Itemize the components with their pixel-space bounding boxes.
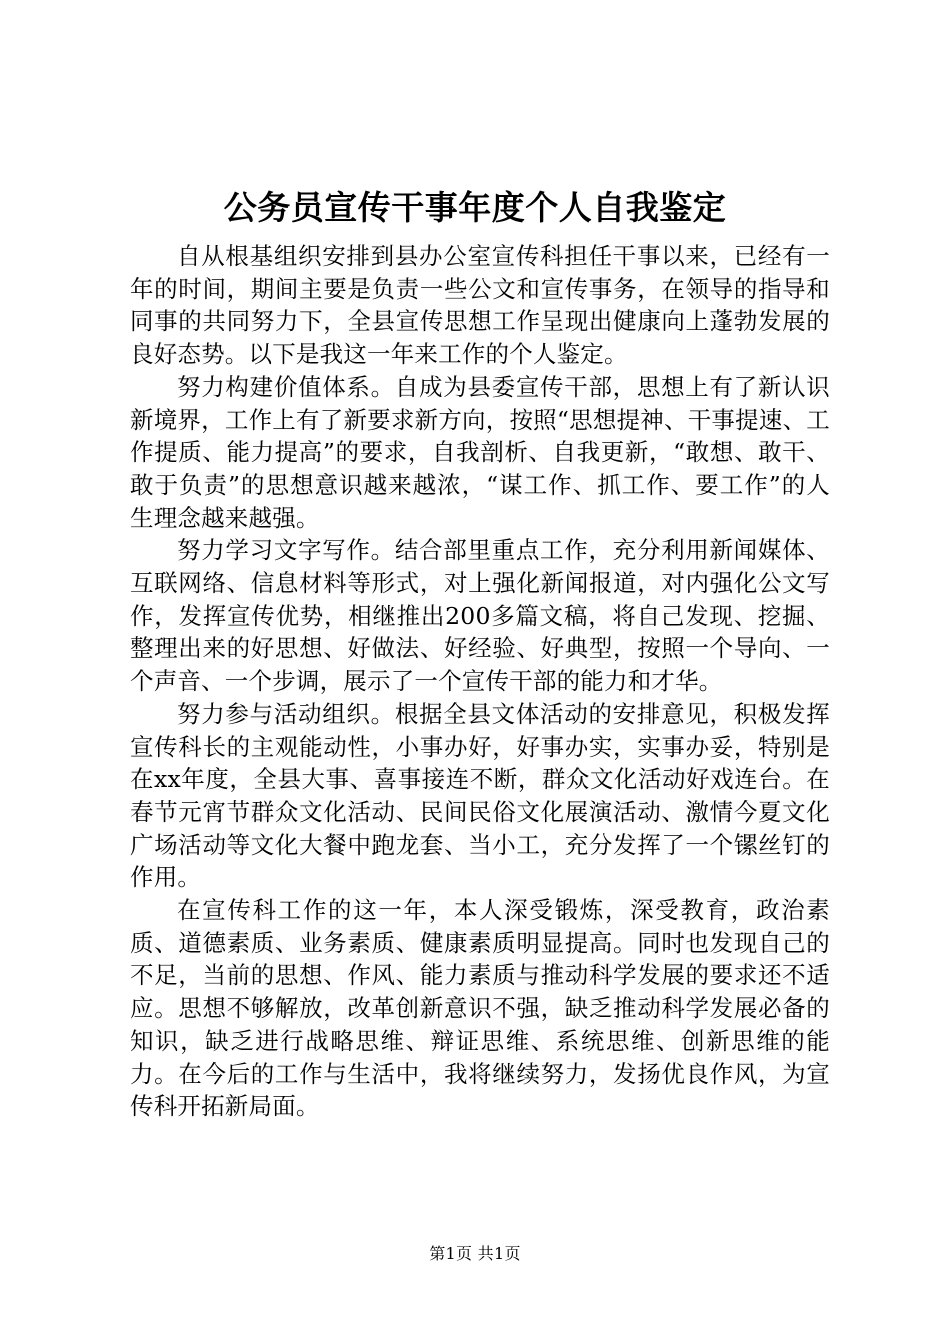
- page-title: 公务员宣传干事年度个人自我鉴定: [223, 188, 727, 227]
- paragraph-writing: 努力学习文字写作。结合部里重点工作，充分利用新闻媒体、互联网络、信息材料等形式，对上强化新闻报道，对内强化公文写作，发挥宣传优势，相继推出200多篇文稿，将自己发现、挖掘、整理出来的好思想、好做法、好经验、好典型，按照一个导向、一个声音、一个步调，展示了一个宣传干部的能力和才华。: [130, 536, 830, 696]
- page-number-footer: 第1页 共1页: [429, 1244, 521, 1263]
- document-body: [130, 240, 830, 1123]
- paragraph-activities: 努力参与活动组织。根据全县文体活动的安排意见，积极发挥宣传科长的主观能动性，小事办好，好事办实，实事办妥，特别是在xx年度，全县大事、喜事接连不断，群众文化活动好戏连台。在春节元宵节群众文化活动、民间民俗文化展演活动、激情今夏文化广场活动等文化大餐中跑龙套、当小工，充分发挥了一个镙丝钉的作用。: [130, 699, 830, 892]
- paragraph-intro: 自从根基组织安排到县办公室宣传科担任干事以来，已经有一年的时间，期间主要是负责一些公文和宣传事务，在领导的指导和同事的共同努力下，全县宣传思想工作呈现出健康向上蓬勃发展的良好态势。以下是我这一年来工作的个人鉴定。: [130, 242, 830, 369]
- paragraph-summary: 在宣传科工作的这一年，本人深受锻炼，深受教育，政治素质、道德素质、业务素质、健康素质明显提高。同时也发现自己的不足，当前的思想、作风、能力素质与推动科学发展的要求还不适应。思想不够解放，改革创新意识不强，缺乏推动科学发展必备的知识，缺乏进行战略思维、辩证思维、系统思维、创新思维的能力。在今后的工作与生活中，我将继续努力，发扬优良作风，为宣传科开拓新局面。: [130, 896, 830, 1121]
- paragraph-values: 努力构建价值体系。自成为县委宣传干部，思想上有了新认识新境界，工作上有了新要求新方向，按照“思想提神、干事提速、工作提质、能力提高”的要求，自我剖析、自我更新，“敢想、敢干、敢于负责”的思想意识越来越浓，“谋工作、抓工作、要工作”的人生理念越来越强。: [130, 372, 830, 532]
